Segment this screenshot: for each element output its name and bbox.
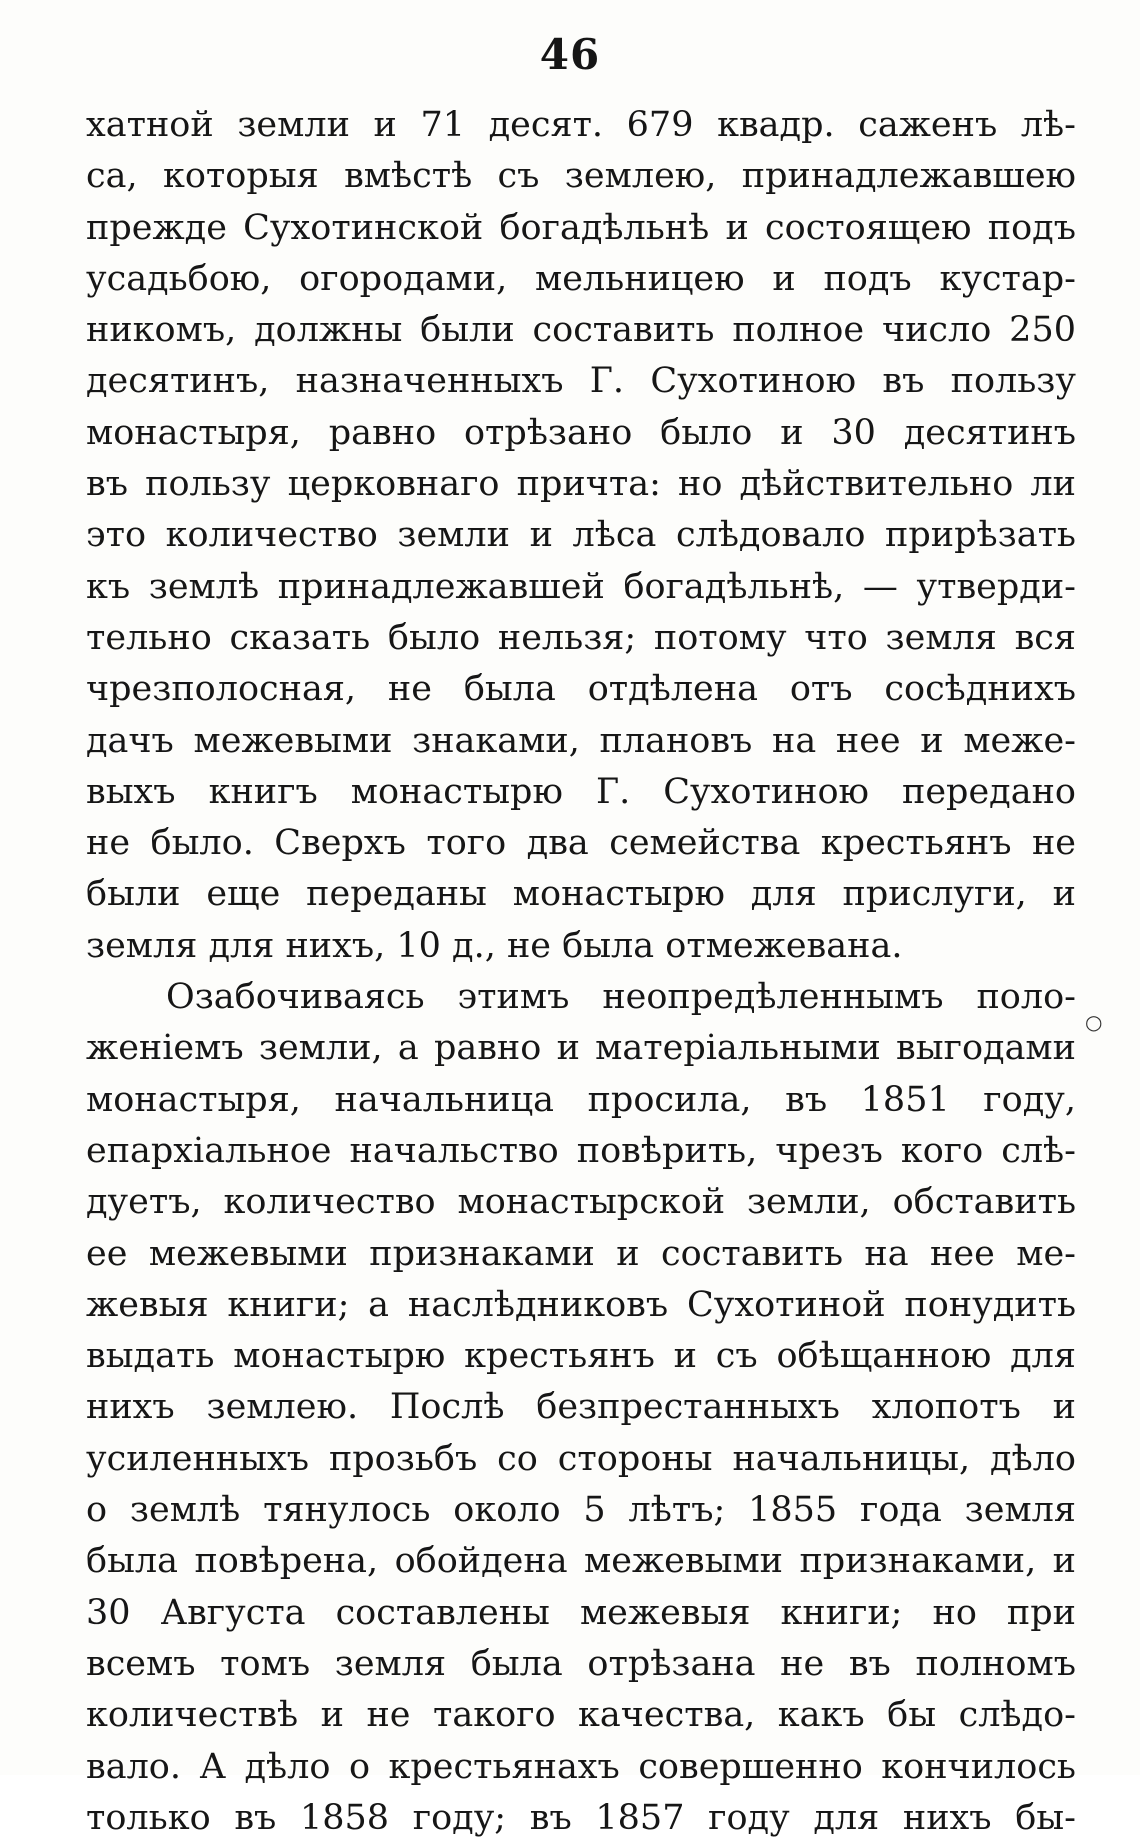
text-line: жевыя книги; а наслѣдниковъ Сухотиной понудить — [86, 1284, 1076, 1325]
text-line: епархіальное начальство повѣрить, чрезъ кого слѣ- — [86, 1130, 1076, 1171]
text-line: женіемъ земли, а равно и матеріальными выгодами — [86, 1028, 1076, 1069]
text-line: усиленныхъ прозьбъ со стороны начальницы, дѣло — [86, 1438, 1076, 1479]
text-line: къ землѣ принадлежавшей богадѣльнѣ, — утверди- — [86, 566, 1076, 607]
text-line: Озабочиваясь этимъ неопредѣленнымъ поло- — [166, 977, 1076, 1018]
text-line: это количество земли и лѣса слѣдовало прирѣзать — [86, 515, 1076, 556]
text-line: усадьбою, огородами, мельницею и подъ кустар- — [86, 258, 1076, 299]
text-line: о землѣ тянулось около 5 лѣтъ; 1855 года земля — [86, 1490, 1076, 1531]
text-line: была повѣрена, обойдена межевыми признаками, и — [86, 1541, 1076, 1582]
text-line: ее межевыми признаками и составить на нее ме- — [86, 1233, 1076, 1274]
margin-mark: ○ — [1085, 1010, 1103, 1034]
text-line: всемъ томъ земля была отрѣзана не въ полномъ — [86, 1643, 1076, 1684]
text-line: въ пользу церковнаго причта: но дѣйствительно ли — [86, 464, 1076, 505]
text-line: 30 Августа составлены межевыя книги; но при — [86, 1592, 1076, 1633]
text-line: выдать монастырю крестьянъ и съ обѣщанною для — [86, 1336, 1076, 1377]
text-line: прежде Сухотинской богадѣльнѣ и состоящею подъ — [86, 207, 1076, 248]
text-line: тельно сказать было нельзя; потому что земля вся — [86, 617, 1076, 658]
text-line: вало. А дѣло о крестьянахъ совершенно кончилось — [86, 1746, 1076, 1787]
text-line: дачъ межевыми знаками, плановъ на нее и меже- — [86, 720, 1076, 761]
text-line: выхъ книгъ монастырю Г. Сухотиною передано — [86, 771, 1076, 812]
text-line: монастыря, начальница просила, въ 1851 году, — [86, 1079, 1076, 1120]
text-line: десятинъ, назначенныхъ Г. Сухотиною въ пользу — [86, 361, 1076, 402]
text-line: нихъ землею. Послѣ безпрестанныхъ хлопотъ и — [86, 1387, 1076, 1428]
text-line: были еще переданы монастырю для прислуги, и — [86, 874, 1076, 915]
text-line: хатной земли и 71 десят. 679 квадр. саженъ лѣ- — [86, 105, 1076, 145]
text-line: земля для нихъ, 10 д., не была отмежевана. — [86, 925, 903, 966]
text-line: количествѣ и не такого качества, какъ бы слѣдо- — [86, 1695, 1076, 1736]
text-line: не было. Сверхъ того два семейства крестьянъ не — [86, 823, 1076, 864]
text-line: са, которыя вмѣстѣ съ землею, принадлежавшею — [86, 156, 1076, 197]
text-line: только въ 1858 году; въ 1857 году для нихъ бы- — [86, 1797, 1076, 1838]
page-number: 46 — [539, 30, 601, 79]
text-line: монастыря, равно отрѣзано было и 30 десятинъ — [86, 412, 1076, 453]
text-line: дуетъ, количество монастырской земли, обставить — [86, 1182, 1076, 1223]
text-line: чрезполосная, не была отдѣлена отъ сосѣднихъ — [86, 669, 1076, 710]
body-text — [86, 100, 1076, 1844]
text-line: никомъ, должны были составить полное число 250 — [86, 310, 1076, 351]
